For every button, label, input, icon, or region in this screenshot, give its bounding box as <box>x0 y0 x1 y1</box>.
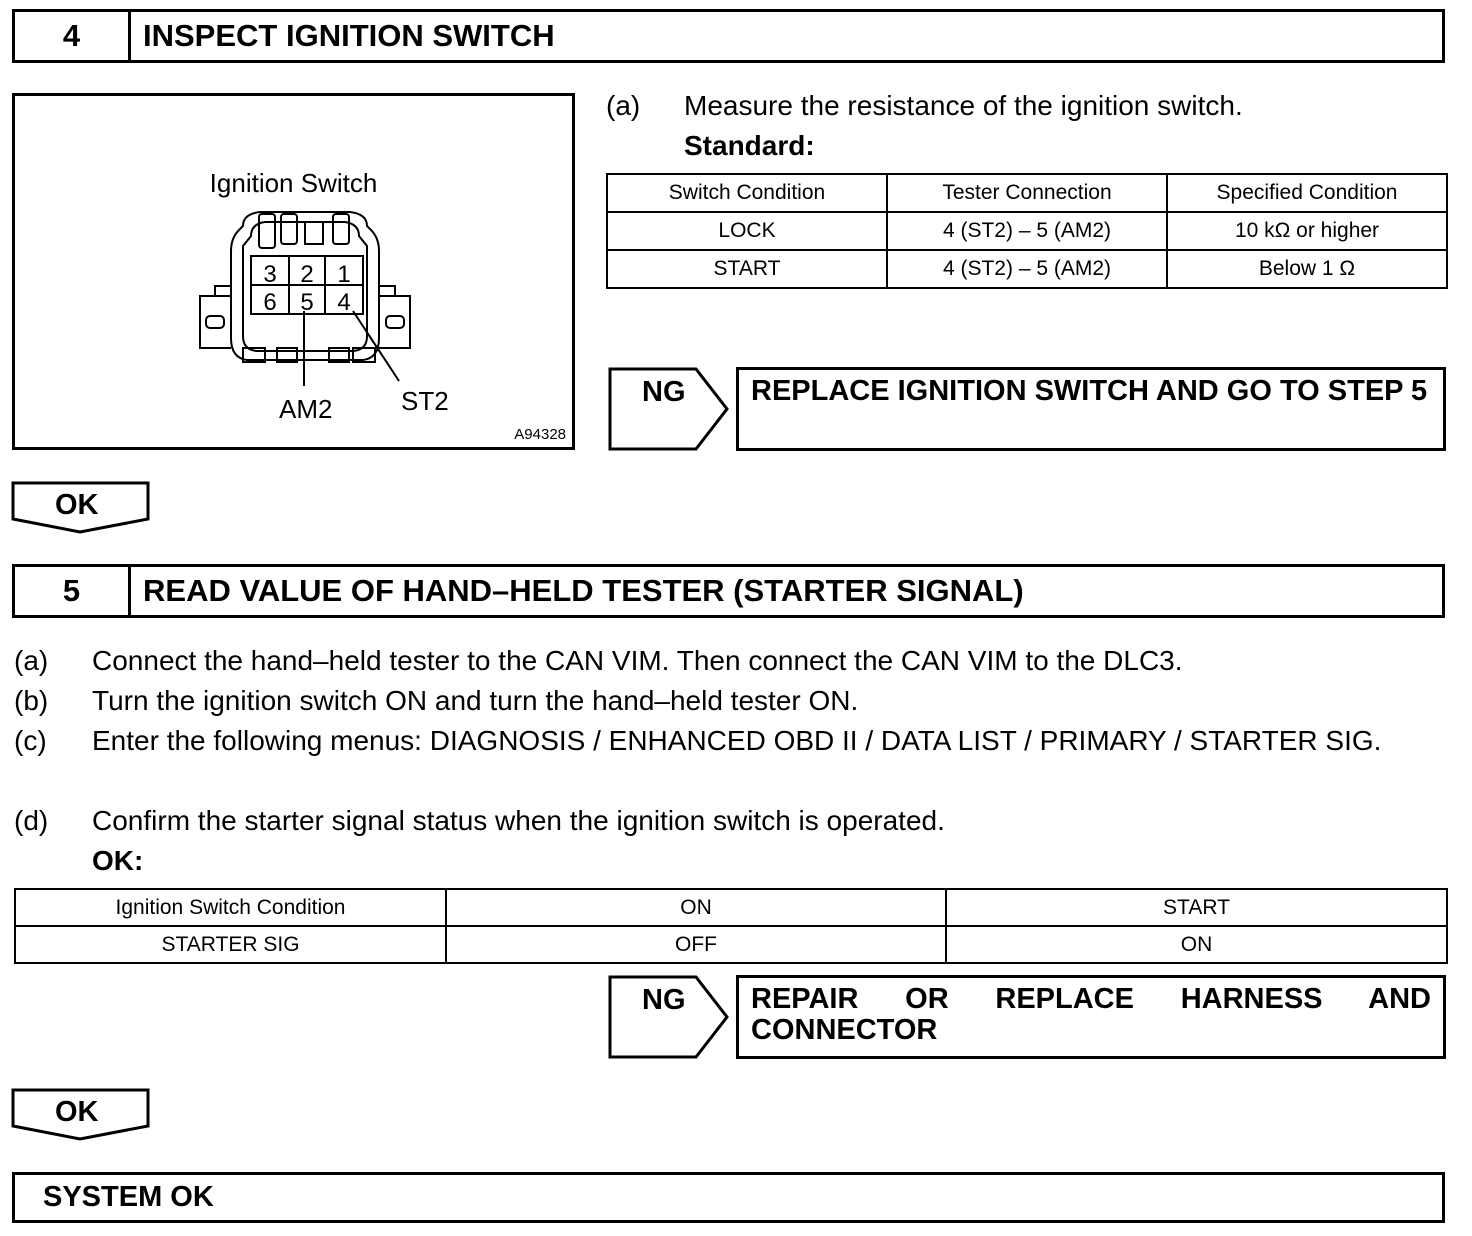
step-number: 4 <box>15 12 131 60</box>
ng-label: NG <box>642 984 686 1016</box>
step-5-header <box>12 564 1445 618</box>
starter-signal-table <box>14 888 1448 964</box>
step-4-header <box>12 9 1445 63</box>
table-cell: OFF <box>446 926 946 963</box>
system-ok-label: SYSTEM OK <box>43 1181 214 1213</box>
table-cell: 4 (ST2) – 5 (AM2) <box>887 250 1167 288</box>
table-cell: 4 (ST2) – 5 (AM2) <box>887 212 1167 250</box>
table-cell: START <box>607 250 887 288</box>
step-number: 5 <box>15 567 131 615</box>
table-header: Tester Connection <box>887 174 1167 212</box>
step-text: Measure the resistance of the ignition switch. <box>684 90 1243 121</box>
pin-5: 5 <box>300 289 314 316</box>
ignition-switch-figure <box>12 93 575 450</box>
step-4a <box>606 86 1446 166</box>
table-cell: 10 kΩ or higher <box>1167 212 1447 250</box>
step-label: (a) <box>14 645 49 676</box>
ng-action-box: REPLACE IGNITION SWITCH AND GO TO STEP 5 <box>736 367 1446 451</box>
ok-label: OK <box>55 1096 99 1128</box>
table-row <box>15 889 1447 926</box>
label-st2: ST2 <box>401 386 449 416</box>
pin-2: 2 <box>300 261 314 288</box>
figure-code: A94328 <box>514 426 566 443</box>
table-cell: STARTER SIG <box>15 926 446 963</box>
pin-6: 6 <box>263 289 277 316</box>
pin-3: 3 <box>263 261 277 288</box>
step-text: Connect the hand–held tester to the CAN VIM. Then connect the CAN VIM to the DLC3. <box>92 645 1183 676</box>
table-cell: LOCK <box>607 212 887 250</box>
table-cell: ON <box>446 889 946 926</box>
step-text: Enter the following menus: DIAGNOSIS / ENHANCED OBD II / DATA LIST / PRIMARY / STARTER SIG. <box>92 725 1382 756</box>
table-cell: Ignition Switch Condition <box>15 889 446 926</box>
table-row <box>607 250 1447 288</box>
table-header: Switch Condition <box>607 174 887 212</box>
table-header: Specified Condition <box>1167 174 1447 212</box>
pin-1: 1 <box>337 261 351 288</box>
table-row <box>15 926 1447 963</box>
ng-label: NG <box>642 376 686 408</box>
table-cell: Below 1 Ω <box>1167 250 1447 288</box>
table-cell: START <box>946 889 1447 926</box>
step-text: Confirm the starter signal status when the ignition switch is operated. <box>92 805 945 836</box>
table-row <box>607 212 1447 250</box>
system-ok-box <box>12 1172 1445 1223</box>
standard-label: Standard: <box>684 130 815 161</box>
pin-4: 4 <box>337 289 351 316</box>
step-label: (d) <box>14 805 49 836</box>
ok-heading: OK: <box>92 845 144 876</box>
ok-label: OK <box>55 489 99 521</box>
step-title: READ VALUE OF HAND–HELD TESTER (STARTER SIGNAL) <box>143 573 1024 608</box>
step-label: (b) <box>14 685 49 716</box>
step-label: (a) <box>606 90 641 121</box>
step-label: (c) <box>14 725 47 756</box>
label-am2: AM2 <box>279 394 333 424</box>
resistance-spec-table <box>606 173 1448 289</box>
ng-action-box: REPAIR OR REPLACE HARNESS AND CONNECTOR <box>736 975 1446 1059</box>
step-text: Turn the ignition switch ON and turn the hand–held tester ON. <box>92 685 859 716</box>
table-cell: ON <box>946 926 1447 963</box>
step-5-instructions <box>14 641 1450 881</box>
step-title: INSPECT IGNITION SWITCH <box>143 18 555 53</box>
figure-title: Ignition Switch <box>209 168 378 198</box>
